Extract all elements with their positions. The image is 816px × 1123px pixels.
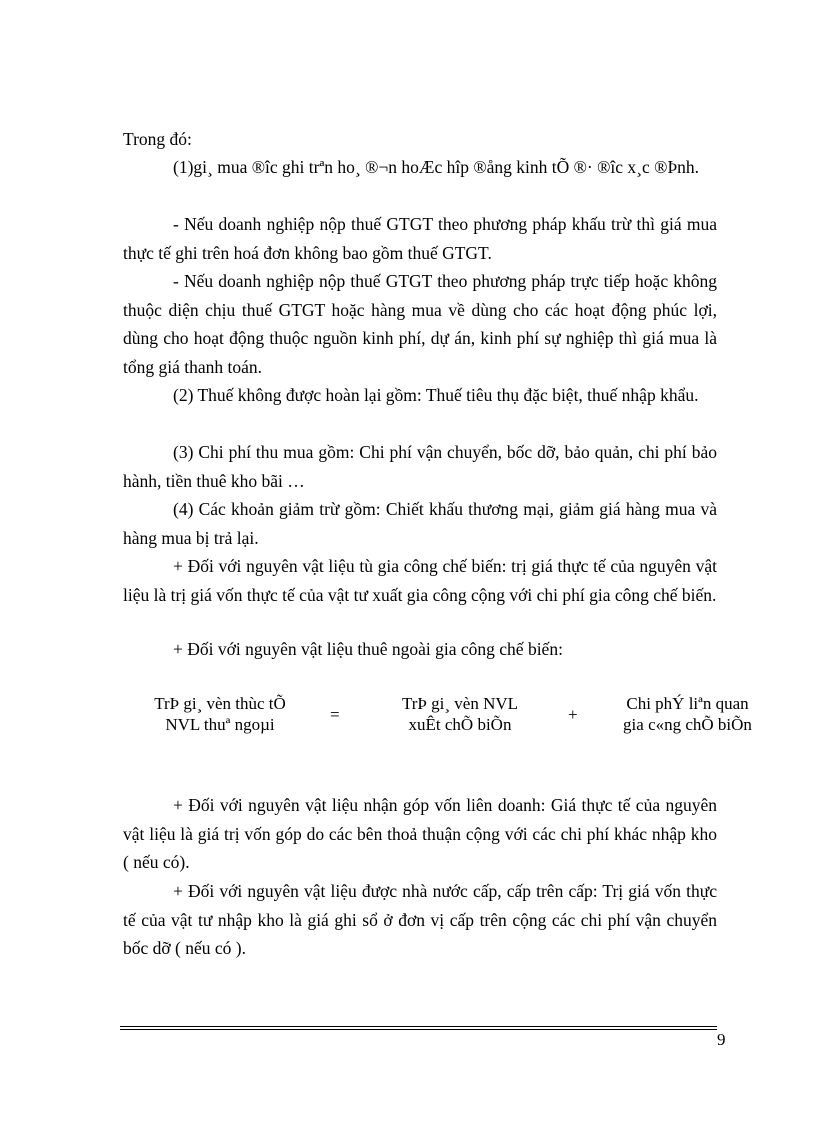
formula-term-material-cost-line2: xuÊt chÕ biÕn bbox=[408, 715, 512, 734]
paragraph-purchase-price: (1)gi¸ mua ®îc ghi trªn ho¸ ®¬n hoÆc hîp ®ång kinh tÕ ®· ®îc x¸c ®Þnh. bbox=[173, 157, 700, 177]
formula-term-related-cost-line2: gia c«ng chÕ biÕn bbox=[623, 715, 752, 734]
formula-term-actual-cost-line2: NVL thuª ngoµi bbox=[165, 715, 275, 734]
paragraph-deductions: (4) Các khoản giảm trừ gồm: Chiết khấu thương mại, giảm giá hàng mua và hàng mua bị trả lại. bbox=[123, 499, 717, 548]
formula-term-related-cost bbox=[605, 693, 770, 735]
formula-term-related-cost-line1: Chi phÝ liªn quan bbox=[626, 694, 749, 713]
paragraph-state-allocated: + Đối với nguyên vật liệu được nhà nước cấp, cấp trên cấp: Trị giá vốn thực tế của vật tư nhập kho là giá ghi sổ ở đơn vị cấp trên cộng các chi phí vận chuyển bốc dỡ ( nếu có ). bbox=[123, 881, 717, 959]
paragraph-joint-venture-capital: + Đối với nguyên vật liệu nhận góp vốn liên doanh: Giá thực tế của nguyên vật liệu là giá trị vốn góp do các bên thoả thuận cộng với các chi phí khác nhập kho ( nếu có). bbox=[123, 795, 717, 873]
paragraph-outsourced-processing: + Đối với nguyên vật liệu thuê ngoài gia công chế biến: bbox=[173, 639, 563, 659]
formula-term-material-cost-line1: TrÞ gi¸ vèn NVL bbox=[401, 694, 519, 713]
footer-rule-top bbox=[120, 1026, 717, 1027]
page-number: 9 bbox=[717, 1030, 726, 1049]
formula-equals-sign: = bbox=[330, 705, 340, 724]
paragraph-self-processing: + Đối với nguyên vật liệu tù gia công chế biến: trị giá thực tế của nguyên vật liệu là trị giá vốn thực tế của vật tư xuất gia công cộng với chi phí gia công chế biến. bbox=[123, 556, 717, 605]
paragraph-direct-method: - Nếu doanh nghiệp nộp thuế GTGT theo phương pháp trực tiếp hoặc không thuộc diện chịu thuế GTGT hoặc hàng mua về dùng cho các hoạt động phúc lợi, dùng cho hoạt động thuộc nguồn kinh phí, dự án, kinh phí sự nghiệp thì giá mua là tổng giá thanh toán. bbox=[123, 271, 717, 378]
formula-plus-sign: + bbox=[568, 705, 578, 724]
footer-rule-bottom bbox=[120, 1029, 717, 1030]
formula-term-actual-cost-line1: TrÞ gi¸ vèn thùc tÕ bbox=[154, 694, 286, 713]
paragraph-purchase-costs: (3) Chi phí thu mua gồm: Chi phí vận chuyển, bốc dỡ, bảo quản, chi phí bảo hành, tiền thuê kho bãi … bbox=[123, 442, 717, 491]
cost-formula bbox=[0, 693, 816, 743]
paragraph-non-refundable-tax: (2) Thuế không được hoàn lại gồm: Thuế tiêu thụ đặc biệt, thuế nhập khẩu. bbox=[173, 385, 699, 405]
formula-term-material-cost bbox=[375, 693, 545, 735]
intro-label: Trong đó: bbox=[123, 129, 192, 149]
formula-term-actual-cost bbox=[130, 693, 310, 735]
paragraph-deduction-method: - Nếu doanh nghiệp nộp thuế GTGT theo phương pháp khấu trừ thì giá mua thực tế ghi trên hoá đơn không bao gồm thuế GTGT. bbox=[123, 214, 717, 263]
